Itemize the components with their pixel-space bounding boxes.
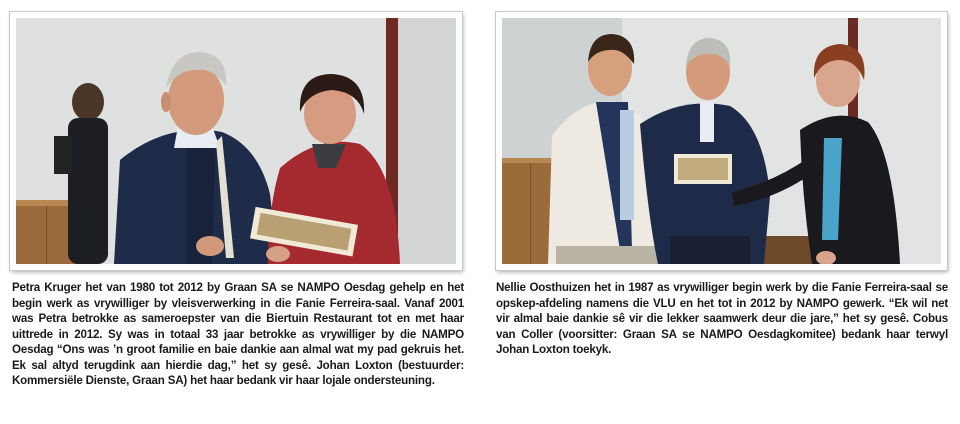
caption-left: Petra Kruger het van 1980 tot 2012 by Graan SA se NAMPO Oesdag gehelp en het begin werk as vrywilliger by vleisverwerking in die Fanie Ferreira-saal. Vanaf 2001 was Petra betrokke as sameroepster van die Biertuin Restaurant tot en met haar uittrede in 2012. Sy was in totaal 33 jaar betrokke as vrywilliger by die NAMPO Oesdag “Ons was ’n groot familie en baie dankie aan almal wat my pad gekruis het. Ek sal altyd terugdink aan hierdie dag,” het sy gesê. Johan Loxton (bestuurder: Kommersiële Dienste, Graan SA) het haar bedank vir haar lojale ondersteuning.: [12, 281, 464, 387]
photo-left-image: [16, 18, 456, 264]
photo-right-image: [502, 18, 941, 264]
photo-right: [496, 12, 947, 270]
photo-left: [10, 12, 462, 270]
caption-right: Nellie Oosthuizen het in 1987 as vrywilliger begin werk by die Fanie Ferreira-saal se opskep-afdeling namens die VLU en het tot in 2012 by NAMPO gewerk. “Ek wil net vir almal baie dankie sê vir die lekker saamwerk deur die jare,” het sy gesê. Cobus van Coller (voorsitter: Graan SA se NAMPO Oesdagkomitee) bedank haar terwyl Johan Loxton toekyk.: [496, 281, 948, 356]
